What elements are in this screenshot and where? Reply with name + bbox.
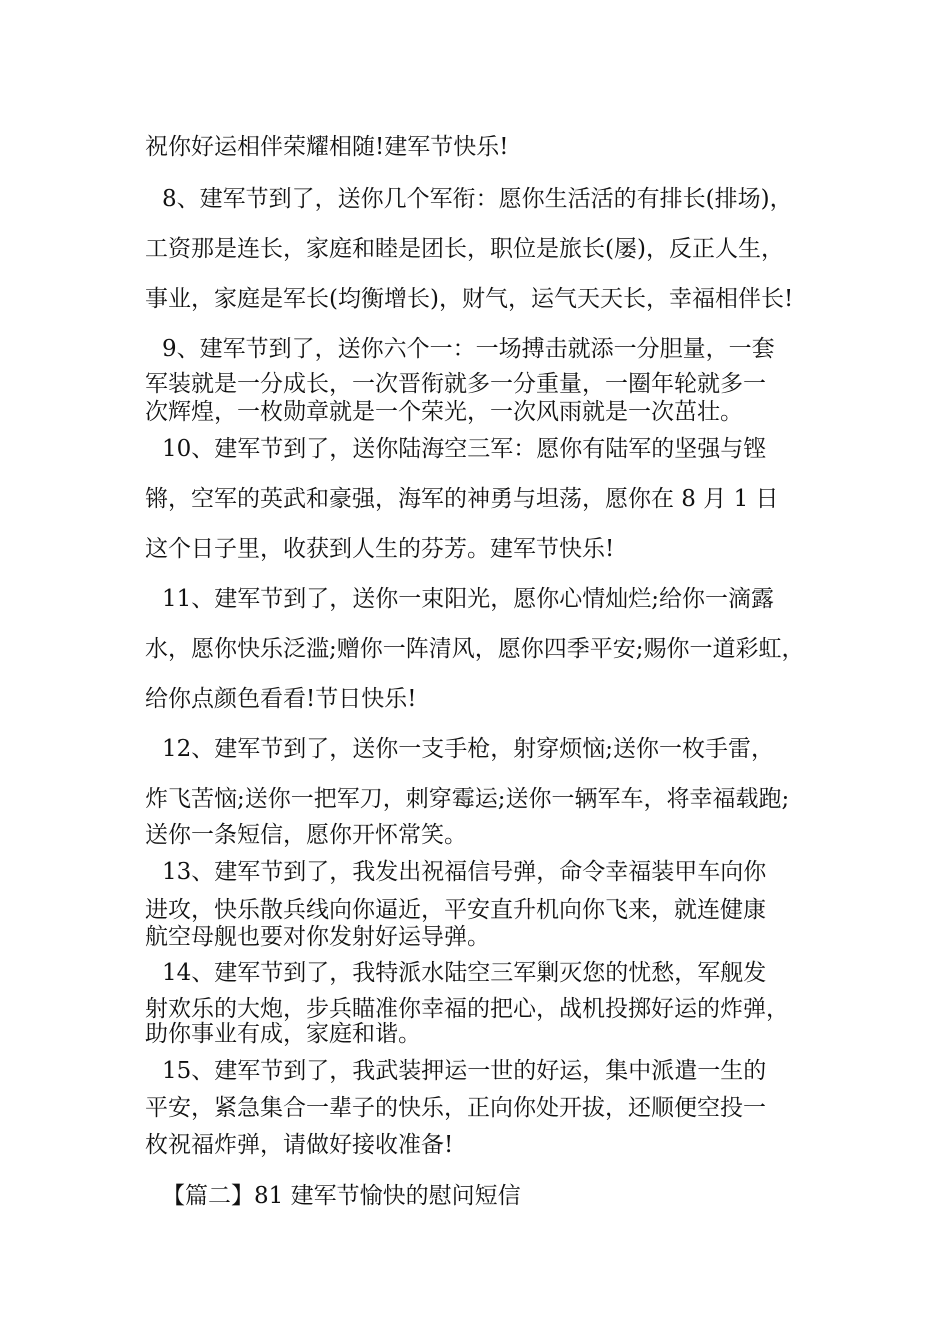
text-line: 枚祝福炸弹，请做好接收准备!	[145, 1132, 454, 1158]
text-line: 工资那是连长，家庭和睦是团长，职位是旅长(屡)，反正人生，	[145, 236, 784, 262]
text-line: 14、建军节到了，我特派水陆空三军剿灭您的忧愁，军舰发	[162, 960, 767, 986]
text-line: 8、建军节到了，送你几个军衔：愿你生活活的有排长(排场)，	[162, 186, 793, 212]
text-line: 航空母舰也要对你发射好运导弹。	[145, 924, 490, 950]
text-line: 11、建军节到了，送你一束阳光，愿你心情灿烂;给你一滴露	[162, 586, 775, 612]
text-line: 给你点颜色看看!节日快乐!	[145, 686, 417, 712]
text-line: 进攻，快乐散兵线向你逼近，平安直升机向你飞来，就连健康	[145, 897, 766, 923]
text-line: 炸飞苦恼;送你一把军刀，刺穿霉运;送你一辆军车，将幸福载跑;	[145, 786, 790, 812]
text-line: 9、建军节到了，送你六个一：一场搏击就添一分胆量，一套	[162, 336, 775, 362]
text-line: 12、建军节到了，送你一支手枪，射穿烦恼;送你一枚手雷，	[162, 736, 775, 762]
text-line: 助你事业有成，家庭和谐。	[145, 1021, 421, 1047]
text-line: 15、建军节到了，我武装押运一世的好运，集中派遣一生的	[162, 1058, 767, 1084]
text-line: 锵，空军的英武和豪强，海军的神勇与坦荡，愿你在 8 月 1 日	[145, 486, 779, 512]
section-heading: 【篇二】81 建军节愉快的慰问短信	[162, 1183, 521, 1209]
text-line: 13、建军节到了，我发出祝福信号弹，命令幸福装甲车向你	[162, 859, 767, 885]
text-line: 10、建军节到了，送你陆海空三军：愿你有陆军的坚强与铿	[162, 436, 767, 462]
text-line: 送你一条短信，愿你开怀常笑。	[145, 822, 467, 848]
text-line: 射欢乐的大炮，步兵瞄准你幸福的把心，战机投掷好运的炸弹，	[145, 996, 789, 1022]
text-line: 这个日子里，收获到人生的芬芳。建军节快乐!	[145, 536, 615, 562]
text-line: 水，愿你快乐泛滥;赠你一阵清风，愿你四季平安;赐你一道彩虹，	[145, 636, 805, 662]
text-line: 军装就是一分成长，一次晋衔就多一分重量，一圈年轮就多一	[145, 371, 766, 397]
text-line: 次辉煌，一枚勋章就是一个荣光，一次风雨就是一次茁壮。	[145, 399, 743, 425]
text-line: 祝你好运相伴荣耀相随!建军节快乐!	[145, 134, 509, 160]
text-line: 平安，紧急集合一辈子的快乐，正向你处开拔，还顺便空投一	[145, 1095, 766, 1121]
text-line: 事业，家庭是军长(均衡增长)，财气，运气天天长，幸福相伴长!	[145, 286, 794, 312]
